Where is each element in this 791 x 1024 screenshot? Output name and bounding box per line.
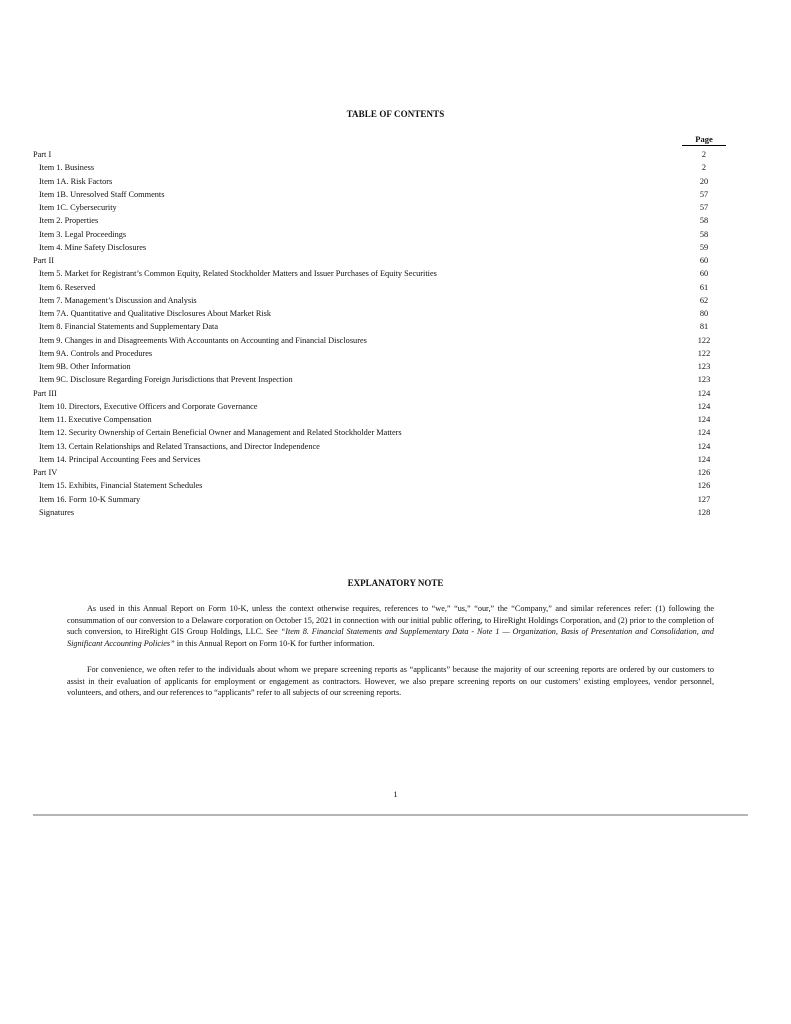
page-number: 1 [393,789,398,799]
toc-entry-label[interactable]: Item 1. Business [39,163,95,173]
toc-item-row[interactable] [33,214,726,227]
toc-entry-page[interactable]: 124 [697,441,711,451]
toc-entry-label[interactable]: Item 12. Security Ownership of Certain Beneficial Owner and Management and Related Stockholder Matters [39,428,402,438]
toc-entry-page[interactable]: 58 [699,229,709,239]
toc-entry-page[interactable]: 124 [697,428,711,438]
toc-entry-label[interactable]: Part II [33,256,54,265]
toc-entry-label[interactable]: Item 8. Financial Statements and Supplementary Data [39,322,219,332]
toc-entry-page[interactable]: 126 [697,481,711,491]
toc-entry-page[interactable]: 81 [699,322,709,332]
toc-item-row[interactable] [33,400,726,413]
toc-part-row[interactable] [33,387,726,400]
toc-item-row[interactable] [33,307,726,320]
toc-entry-page[interactable]: 126 [697,468,711,477]
toc-entry-page[interactable]: 2 [701,163,707,173]
explanatory-paragraph-1 [67,603,714,649]
explanatory-p1-text-a: As used in this Annual Report on Form 10-K, unless the context otherwise requires, references to “we,” “us,” “our,” the “Company,” and similar references refer: (1) following the consummation of our conversion to a Delaware corporation on October 15, 2021 in connection with our initial public offering, to HireRight Holdings Corporation, and (2) prior to the completion of such conversion, to HireRight GIS Group Holdings, LLC. See [67,604,714,637]
toc-entry-page[interactable]: 62 [699,295,709,305]
toc-item-row[interactable] [33,426,726,439]
toc-entry-page[interactable]: 124 [697,415,711,424]
toc-entry-label[interactable]: Item 7. Management’s Discussion and Analysis [39,295,197,305]
toc-item-row[interactable] [33,281,726,294]
toc-entry-label[interactable]: Item 1B. Unresolved Staff Comments [39,189,165,199]
toc-entry-page[interactable]: 60 [699,269,709,279]
toc-entry-label[interactable]: Item 16. Form 10-K Summary [39,494,141,504]
explanatory-paragraph-2: For convenience, we often refer to the individuals about whom we prepare screening reports as “applicants” because the majority of our screening reports are ordered by our customers to assist in their evaluation of applicants for employment or engagement as contractors. However, we also prepare screening reports on our customers’ existing employees, vendor personnel, volunteers, and others, and our references to “applicants” refer to all subjects of our screening reports. [67,665,714,698]
toc-entry-label[interactable]: Item 9A. Controls and Procedures [39,348,153,358]
toc-entry-page[interactable]: 59 [699,242,709,252]
toc-item-row[interactable] [33,479,726,492]
toc-item-row[interactable] [33,506,726,519]
toc-entry-page[interactable]: 57 [699,203,709,212]
toc-entry-page[interactable]: 2 [701,150,707,159]
toc-entry-page[interactable]: 128 [697,507,711,517]
toc-entry-page[interactable]: 123 [697,362,711,371]
toc-item-row[interactable] [33,294,726,307]
toc-item-row[interactable] [33,373,726,386]
toc-entry-label[interactable]: Item 10. Directors, Executive Officers and Corporate Governance [39,401,258,411]
toc-entry-page[interactable]: 60 [699,256,709,265]
toc-part-row[interactable] [33,466,726,479]
toc-item-row[interactable] [33,453,726,466]
toc-entry-label[interactable]: Item 1A. Risk Factors [39,176,113,186]
toc-entry-page[interactable]: 58 [699,216,709,226]
toc-entry-label[interactable]: Part I [33,150,52,159]
toc-item-row[interactable] [33,175,726,188]
toc-entry-page[interactable]: 20 [699,176,709,186]
toc-item-row[interactable] [33,360,726,373]
toc-entry-page[interactable]: 122 [697,335,711,345]
toc-entry-label[interactable]: Part III [33,388,57,398]
toc-entry-page[interactable]: 80 [699,309,709,318]
toc-entry-label[interactable]: Item 11. Executive Compensation [39,415,152,424]
toc-entry-label[interactable]: Item 5. Market for Registrant’s Common Equity, Related Stockholder Matters and Issuer Purchases of Equity Securities [39,269,437,279]
toc-item-row[interactable] [33,241,726,254]
toc-entry-page[interactable]: 127 [697,494,711,504]
toc-item-row[interactable] [33,440,726,453]
toc-item-row[interactable] [33,347,726,360]
toc-entry-label[interactable]: Item 9B. Other Information [39,362,131,371]
toc-entry-label[interactable]: Part IV [33,468,58,477]
explanatory-note-title: EXPLANATORY NOTE [347,578,444,588]
toc-title: TABLE OF CONTENTS [346,109,445,119]
toc-entry-label[interactable]: Signatures [39,507,75,517]
toc-part-row[interactable] [33,254,726,267]
toc-item-row[interactable] [33,334,726,347]
toc-item-row[interactable] [33,320,726,333]
toc-page-column-header: Page [682,134,726,146]
toc-entry-page[interactable]: 123 [697,375,711,385]
toc-item-row[interactable] [33,413,726,426]
toc-entry-label[interactable]: Item 15. Exhibits, Financial Statement Schedules [39,481,203,491]
toc-item-row[interactable] [33,188,726,201]
toc-entry-label[interactable]: Item 7A. Quantitative and Qualitative Disclosures About Market Risk [39,309,272,318]
table-of-contents [33,148,726,519]
toc-entry-label[interactable]: Item 3. Legal Proceedings [39,229,127,239]
explanatory-p1-reference: “Item 8. Financial Statements and Supplementary Data - Note 1 — Organization, Basis of Presentation and Consolidation, and Significant Accounting Policies” [67,627,714,648]
page-divider [33,814,748,816]
toc-item-row[interactable] [33,228,726,241]
toc-entry-page[interactable]: 61 [699,282,709,292]
toc-entry-page[interactable]: 124 [697,454,711,464]
toc-entry-label[interactable]: Item 9C. Disclosure Regarding Foreign Jurisdictions that Prevent Inspection [39,375,293,385]
toc-entry-label[interactable]: Item 14. Principal Accounting Fees and Services [39,454,201,464]
toc-entry-page[interactable]: 57 [699,189,709,199]
toc-item-row[interactable] [33,201,726,214]
toc-entry-page[interactable]: 122 [697,348,711,358]
toc-entry-label[interactable]: Item 1C. Cybersecurity [39,203,117,212]
toc-entry-label[interactable]: Item 6. Reserved [39,282,96,292]
toc-entry-label[interactable]: Item 2. Properties [39,216,99,226]
toc-entry-label[interactable]: Item 4. Mine Safety Disclosures [39,242,147,252]
toc-item-row[interactable] [33,493,726,506]
toc-item-row[interactable] [33,267,726,280]
toc-entry-page[interactable]: 124 [697,401,711,411]
toc-part-row[interactable] [33,148,726,161]
toc-entry-label[interactable]: Item 13. Certain Relationships and Related Transactions, and Director Independence [39,441,320,451]
toc-entry-label[interactable]: Item 9. Changes in and Disagreements With Accountants on Accounting and Financial Disclosures [39,335,367,345]
explanatory-p1-text-b: in this Annual Report on Form 10-K for further information. [174,638,375,648]
toc-item-row[interactable] [33,161,726,174]
toc-entry-page[interactable]: 124 [697,388,711,398]
